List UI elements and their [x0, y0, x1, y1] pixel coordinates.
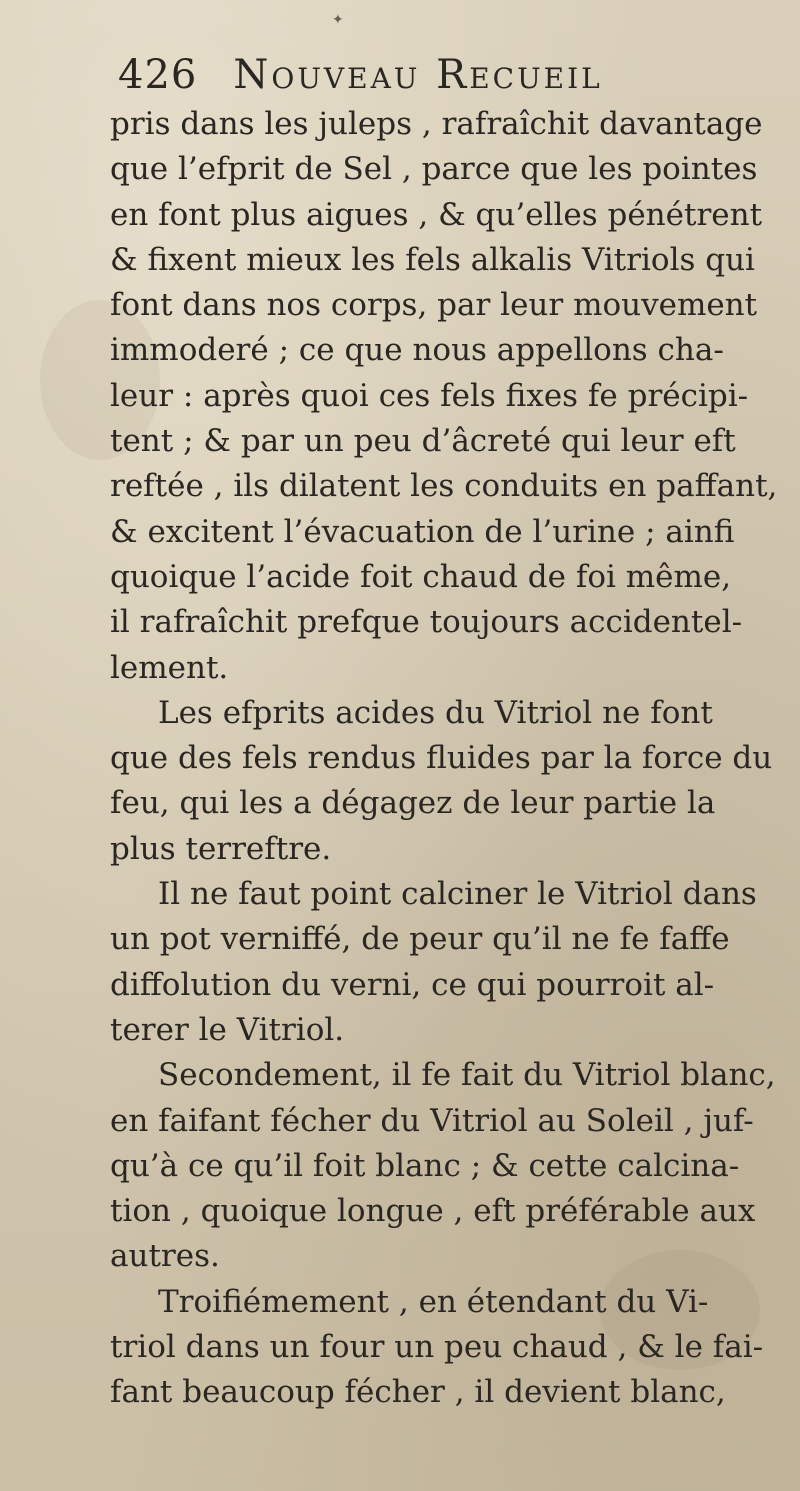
text-line: quoique l’acide foit chaud de foi même, [110, 558, 732, 595]
text-line: en font plus aigues , & qu’elles pénétrent [110, 196, 763, 233]
text-line: qu’à ce qu’il foit blanc ; & cette calcina- [110, 1147, 740, 1184]
text-line: & fixent mieux les fels alkalis Vitriols qui [110, 241, 755, 278]
page-number: 426 [118, 52, 198, 98]
text-line: terer le Vitriol. [110, 1011, 345, 1048]
paragraph-start-line: Les efprits acides du Vitriol ne font [158, 694, 713, 731]
ornament-mark: ✦ [332, 12, 344, 28]
text-line: reftée , ils dilatent les conduits en paffant, [110, 468, 778, 505]
text-line: tion , quoique longue , eft préférable aux [110, 1193, 756, 1230]
text-line: leur : après quoi ces fels fixes fe précipi- [110, 377, 749, 414]
text-line: immoderé ; ce que nous appellons cha- [110, 332, 724, 369]
paragraph-start-line: Secondement, il fe fait du Vitriol blanc, [158, 1057, 776, 1094]
text-line: feu, qui les a dégagez de leur partie la [110, 785, 716, 822]
text-line: plus terreftre. [110, 830, 332, 867]
text-line: lement. [110, 649, 229, 686]
text-line: en faifant fécher du Vitriol au Soleil , juf- [110, 1102, 754, 1139]
text-line: diffolution du verni, ce qui pourroit al- [110, 966, 715, 1003]
text-line: fant beaucoup fécher , il devient blanc, [110, 1374, 726, 1411]
paragraph-start-line: Il ne faut point calciner le Vitriol dans [158, 876, 757, 913]
text-line: tent ; & par un peu d’âcreté qui leur eft [110, 423, 736, 460]
text-line: font dans nos corps, par leur mouvement [110, 287, 758, 324]
body-text [110, 102, 790, 1416]
running-head: Nouveau Recueil [233, 52, 603, 98]
text-line: un pot verniffé, de peur qu’il ne fe faffe [110, 921, 730, 958]
text-line: que des fels rendus fluides par la force du [110, 740, 773, 777]
paragraph-start-line: Troifiémement , en étendant du Vi- [158, 1283, 709, 1320]
text-line: autres. [110, 1238, 220, 1275]
text-line: triol dans un four un peu chaud , & le fai- [110, 1329, 764, 1366]
text-line: que l’efprit de Sel , parce que les pointes [110, 151, 758, 188]
text-line: pris dans les juleps , rafraîchit davantage [110, 106, 763, 142]
text-line: & excitent l’évacuation de l’urine ; ainfi [110, 513, 735, 550]
text-line: il rafraîchit prefque toujours accidentel- [110, 604, 743, 641]
